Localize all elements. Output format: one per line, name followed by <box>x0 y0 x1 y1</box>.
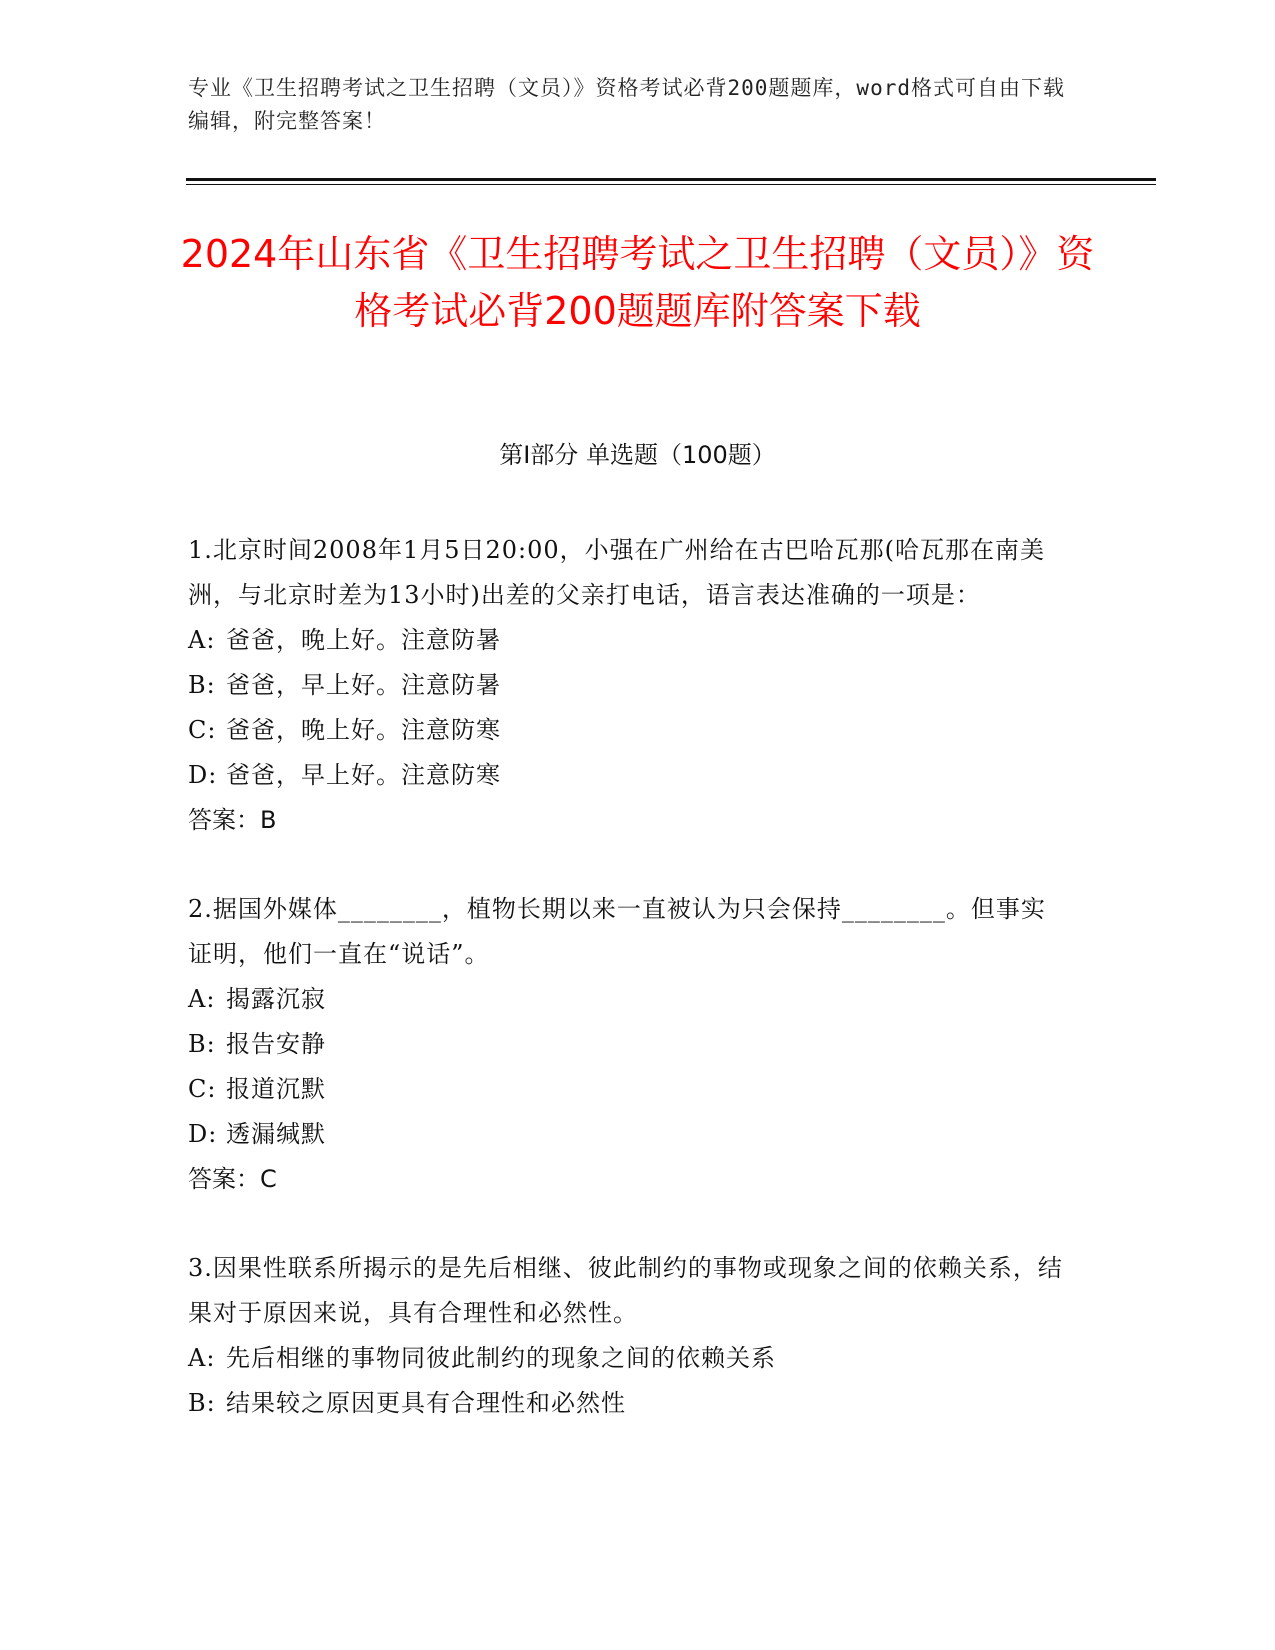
question-list <box>188 528 1068 1470</box>
option-key: B: <box>188 1030 216 1058</box>
question-text: 1.北京时间2008年1月5日20:00，小强在广州给在古巴哈瓦那(哈瓦那在南美洲，与北京时差为13小时)出差的父亲打电话，语言表达准确的一项是： <box>188 536 1046 609</box>
option-text: 爸爸，晚上好。注意防寒 <box>226 716 501 744</box>
option-text: 爸爸，早上好。注意防寒 <box>226 761 501 789</box>
option-key: D: <box>188 761 218 789</box>
option-text: 先后相继的事物同彼此制约的现象之间的依赖关系 <box>226 1344 776 1372</box>
section-title: 第Ⅰ部分 单选题（100题） <box>499 441 776 469</box>
option-b <box>188 663 1068 708</box>
option-key: A: <box>188 1344 216 1372</box>
option-c <box>188 1067 1068 1112</box>
option-text: 报道沉默 <box>226 1075 326 1103</box>
answer-line: 答案：B <box>188 806 277 834</box>
option-key: A: <box>188 626 216 654</box>
question-3 <box>188 1246 1068 1426</box>
option-key: C: <box>188 716 217 744</box>
header-rule-thin <box>186 184 1156 185</box>
option-text: 结果较之原因更具有合理性和必然性 <box>226 1389 626 1417</box>
option-text: 透漏缄默 <box>226 1120 326 1148</box>
option-text: 爸爸，早上好。注意防暑 <box>226 671 501 699</box>
option-b <box>188 1381 1068 1426</box>
option-key: A: <box>188 985 216 1013</box>
header-rule-thick <box>186 178 1156 181</box>
option-c <box>188 708 1068 753</box>
option-a <box>188 618 1068 663</box>
option-a <box>188 977 1068 1022</box>
question-text: 2.据国外媒体________，植物长期以来一直被认为只会保持________。但事实证明，他们一直在“说话”。 <box>188 895 1046 968</box>
question-2 <box>188 887 1068 1202</box>
option-key: D: <box>188 1120 218 1148</box>
option-key: B: <box>188 1389 216 1417</box>
option-key: C: <box>188 1075 217 1103</box>
option-b <box>188 1022 1068 1067</box>
header-note: 专业《卫生招聘考试之卫生招聘（文员）》资格考试必背200题题库，word格式可自由下载编辑，附完整答案！ <box>188 76 1065 133</box>
option-a <box>188 1336 1068 1381</box>
option-key: B: <box>188 671 216 699</box>
option-text: 报告安静 <box>226 1030 326 1058</box>
question-1 <box>188 528 1068 843</box>
document-title: 2024年山东省《卫生招聘考试之卫生招聘（文员）》资格考试必背200题题库附答案下载 <box>180 232 1095 333</box>
option-text: 爸爸，晚上好。注意防暑 <box>226 626 501 654</box>
option-d <box>188 1112 1068 1157</box>
option-text: 揭露沉寂 <box>226 985 326 1013</box>
answer-line: 答案：C <box>188 1165 277 1193</box>
option-d <box>188 753 1068 798</box>
question-text: 3.因果性联系所揭示的是先后相继、彼此制约的事物或现象之间的依赖关系，结果对于原因来说，具有合理性和必然性。 <box>188 1254 1063 1327</box>
